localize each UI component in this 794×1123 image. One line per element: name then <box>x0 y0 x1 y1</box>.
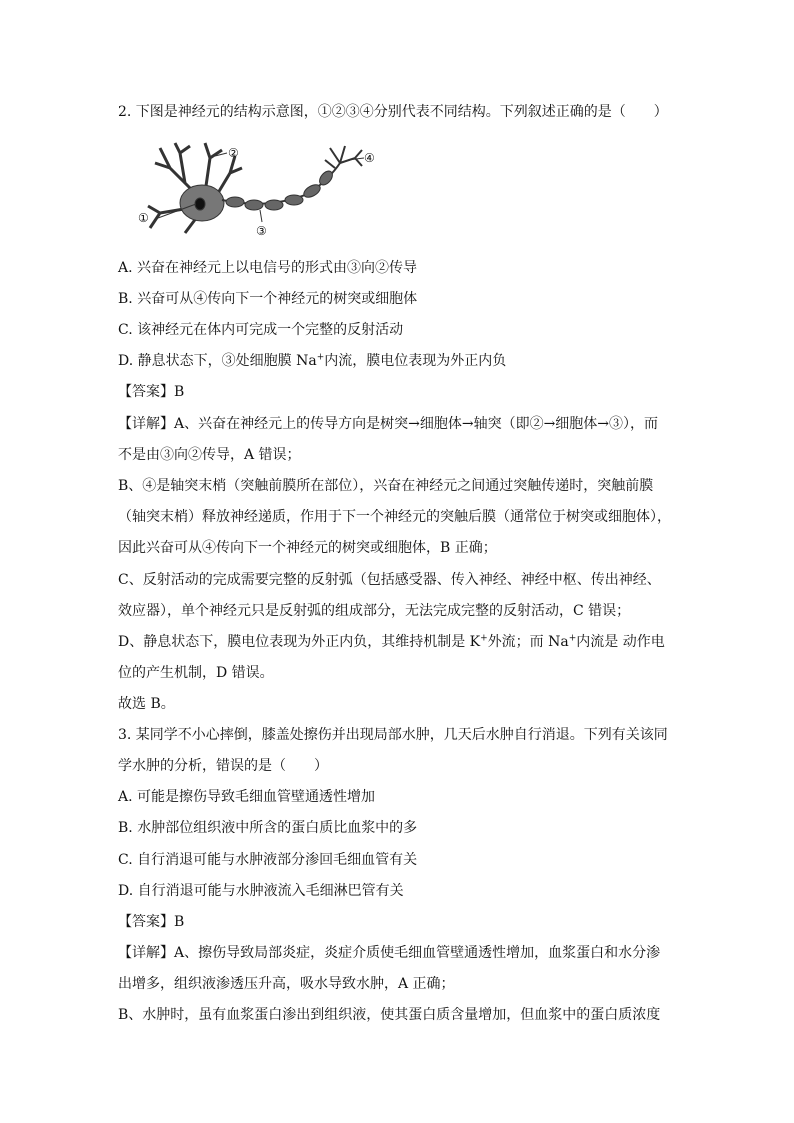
q3-option-a: A. 可能是擦伤导致毛细血管壁通透性增加 <box>118 789 376 805</box>
q2-detail-line: C、反射活动的完成需要完整的反射弧（包括感受器、传入神经、神经中枢、传出神经、 <box>118 572 661 588</box>
q2-stem: 2. 下图是神经元的结构示意图，①②③④分别代表不同结构。下列叙述正确的是（ ） <box>118 104 668 120</box>
nucleus <box>195 198 205 210</box>
myelin-sheath <box>226 197 244 207</box>
figure-label-1: ① <box>138 211 149 225</box>
q2-detail-line: 位的产生机制，D 错误。 <box>118 665 274 681</box>
q2-option-a: A. 兴奋在神经元上以电信号的形式由③向②传导 <box>118 260 418 276</box>
q2-option-b: B. 兴奋可从④传向下一个神经元的树突或细胞体 <box>118 291 418 307</box>
figure-label-3: ③ <box>256 224 267 238</box>
figure-label-4: ④ <box>364 151 375 165</box>
axon-terminal <box>325 146 362 168</box>
myelin-sheath <box>265 200 283 210</box>
q3-option-d: D. 自行消退可能与水肿液流入毛细淋巴管有关 <box>118 883 404 899</box>
myelin-sheath <box>245 200 263 210</box>
q3-detail-line: B、水肿时，虽有血浆蛋白渗出到组织液，使其蛋白质含量增加，但血浆中的蛋白质浓度 <box>118 1007 661 1023</box>
q2-option-d: D. 静息状态下，③处细胞膜 Na+内流，膜电位表现为外正内负 <box>118 352 507 369</box>
q2-detail-line: （轴突末梢）释放神经递质，作用于下一个神经元的突触后膜（通常位于树突或细胞体）， <box>118 509 671 525</box>
q2-detail-line: 不是由③向②传导，A 错误； <box>118 447 301 463</box>
q2-detail-line: 效应器），单个神经元只是反射弧的组成部分，无法完成完整的反射活动，C 错误； <box>118 603 631 619</box>
myelin-sheath <box>285 195 303 205</box>
q3-answer: 【答案】B <box>118 914 185 930</box>
q3-stem: 学水肿的分析，错误的是（ ） <box>118 758 328 774</box>
q3-option-c: C. 自行消退可能与水肿液部分渗回毛细血管有关 <box>118 852 418 868</box>
figure-label-2: ② <box>228 146 239 160</box>
q3-detail-line: 【详解】A、擦伤导致局部炎症，炎症介质使毛细血管壁通透性增加，血浆蛋白和水分渗 <box>118 945 661 961</box>
neuron-diagram <box>130 138 380 238</box>
q3-stem: 3. 某同学不小心摔倒，膝盖处擦伤并出现局部水肿，几天后水肿自行消退。下列有关该同 <box>118 727 668 743</box>
q2-option-c: C. 该神经元在体内可完成一个完整的反射活动 <box>118 322 404 338</box>
q2-detail-d: D、静息状态下，膜电位表现为外正内负，其维持机制是 K+外流；而 Na+内流是 动作电 <box>118 633 665 650</box>
q2-detail-line: 因此兴奋可从④传向下一个神经元的树突或细胞体，B 正确； <box>118 540 497 556</box>
q2-detail-line: 【详解】A、兴奋在神经元上的传导方向是树突→细胞体→轴突（即②→细胞体→③），而 <box>118 416 659 432</box>
q3-detail-line: 出增多，组织液渗透压升高，吸水导致水肿，A 正确； <box>118 976 455 992</box>
q2-answer: 【答案】B <box>118 384 185 400</box>
q2-conclusion: 故选 B。 <box>118 696 175 712</box>
q2-detail-line: B、④是轴突末梢（突触前膜所在部位），兴奋在神经元之间通过突触传递时，突触前膜 <box>118 478 654 494</box>
q3-option-b: B. 水肿部位组织液中所含的蛋白质比血浆中的多 <box>118 820 418 836</box>
